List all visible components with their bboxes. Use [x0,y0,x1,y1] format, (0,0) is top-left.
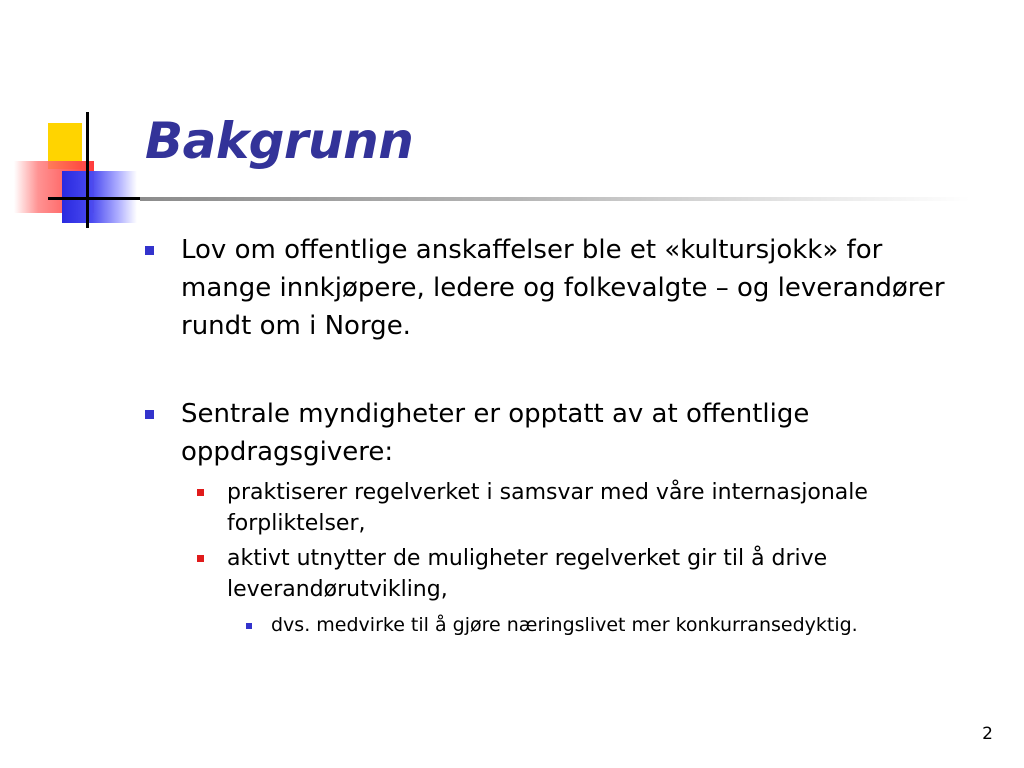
bullet-text: aktivt utnytter de muligheter regelverket gir til å drive leverandørutvikling, [227,546,828,602]
page-number: 2 [982,724,993,744]
bullet-text: Sentrale myndigheter er opptatt av at offentlige oppdragsgivere: [181,399,810,467]
square-bullet-icon [145,246,154,255]
square-bullet-icon [197,489,204,496]
sub-bullet-item-1 [227,477,967,539]
square-bullet-icon [197,555,204,562]
square-bullet-icon [246,623,252,629]
bullet-text: dvs. medvirke til å gjøre næringslivet mer konkurransedyktig. [271,614,858,636]
bullet-item-1 [181,231,971,345]
sub-bullet-item-2 [227,543,967,605]
sub-sub-bullet-item-1 [271,612,991,639]
bullet-item-2 [181,395,971,471]
bullet-text: Lov om offentlige anskaffelser ble et «kultursjokk» for mange innkjøpere, ledere og folkevalgte – og leverandører rundt om i Norge. [181,235,945,341]
slide-title: Bakgrunn [145,112,414,170]
square-bullet-icon [145,410,154,419]
bullet-text: praktiserer regelverket i samsvar med våre internasjonale forpliktelser, [227,480,868,536]
